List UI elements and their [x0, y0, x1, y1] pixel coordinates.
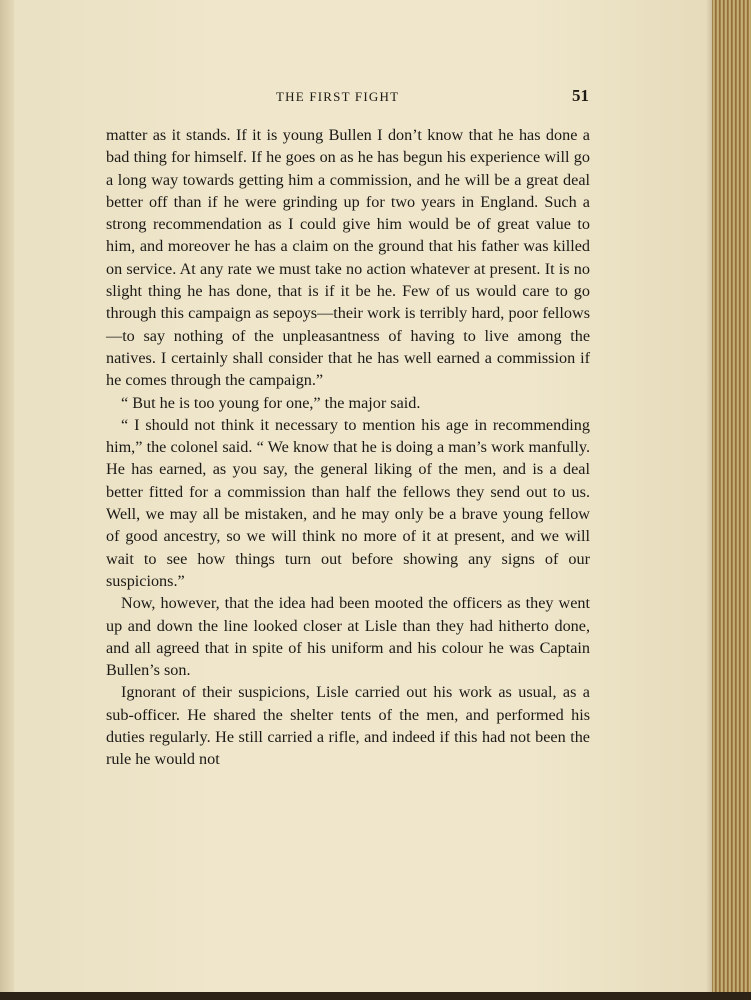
- paragraph: “ I should not think it necessary to mention his age in recommending him,” the colonel said. “ We know that he is doing a man’s work manfully. He has earned, as you say, the general liking of the men, and is a deal better fitted for a commission than half the fellows they send out to us. Well, we may all be mistaken, and he may only be a brave young fellow of good ancestry, so we will think no more of it at present, and we will wait to see how things turn out before showing any signs of our suspicions.”: [106, 415, 590, 590]
- paragraph: Now, however, that the idea had been mooted the officers as they went up and down the line looked closer at Lisle than they had hitherto done, and all agreed that in spite of his uniform and his colour he was Captain Bullen’s son.: [106, 594, 590, 680]
- paragraph: matter as it stands. If it is young Bullen I don’t know that he has done a bad thing for himself. If he goes on as he has begun his experience will go a long way towards getting him a commission, and he will be a great deal better off than if he were grinding up for two years in England. Such a strong recommendation as I could give him would be of great value to him, and moreover he has a claim on the ground that his father was killed on service. At any rate we must take no action whatever at present. It is no slight thing he has done, that is if it be he. Few of us would care to go through this campaign as sepoys—their work is terribly hard, poor fellows—to say nothing of the unpleasantness of having to live among the natives. I certainly shall consider that he has well earned a commission if he comes through the campaign.”: [106, 126, 590, 390]
- paragraph: Ignorant of their suspicions, Lisle carried out his work as usual, as a sub-officer. He shared the shelter tents of the men, and performed his duties regularly. He still carried a rifle, and indeed if this had not been the rule he would not: [106, 683, 590, 769]
- book-page-edges: [712, 0, 751, 1000]
- running-title: THE FIRST FIGHT: [276, 89, 400, 104]
- book-bottom-edge: [0, 992, 751, 1000]
- paragraph: “ But he is too young for one,” the major said.: [121, 393, 421, 412]
- body-text: [106, 124, 590, 771]
- running-head: [0, 86, 712, 110]
- page-gutter: [0, 0, 14, 992]
- page-number: 51: [572, 86, 589, 105]
